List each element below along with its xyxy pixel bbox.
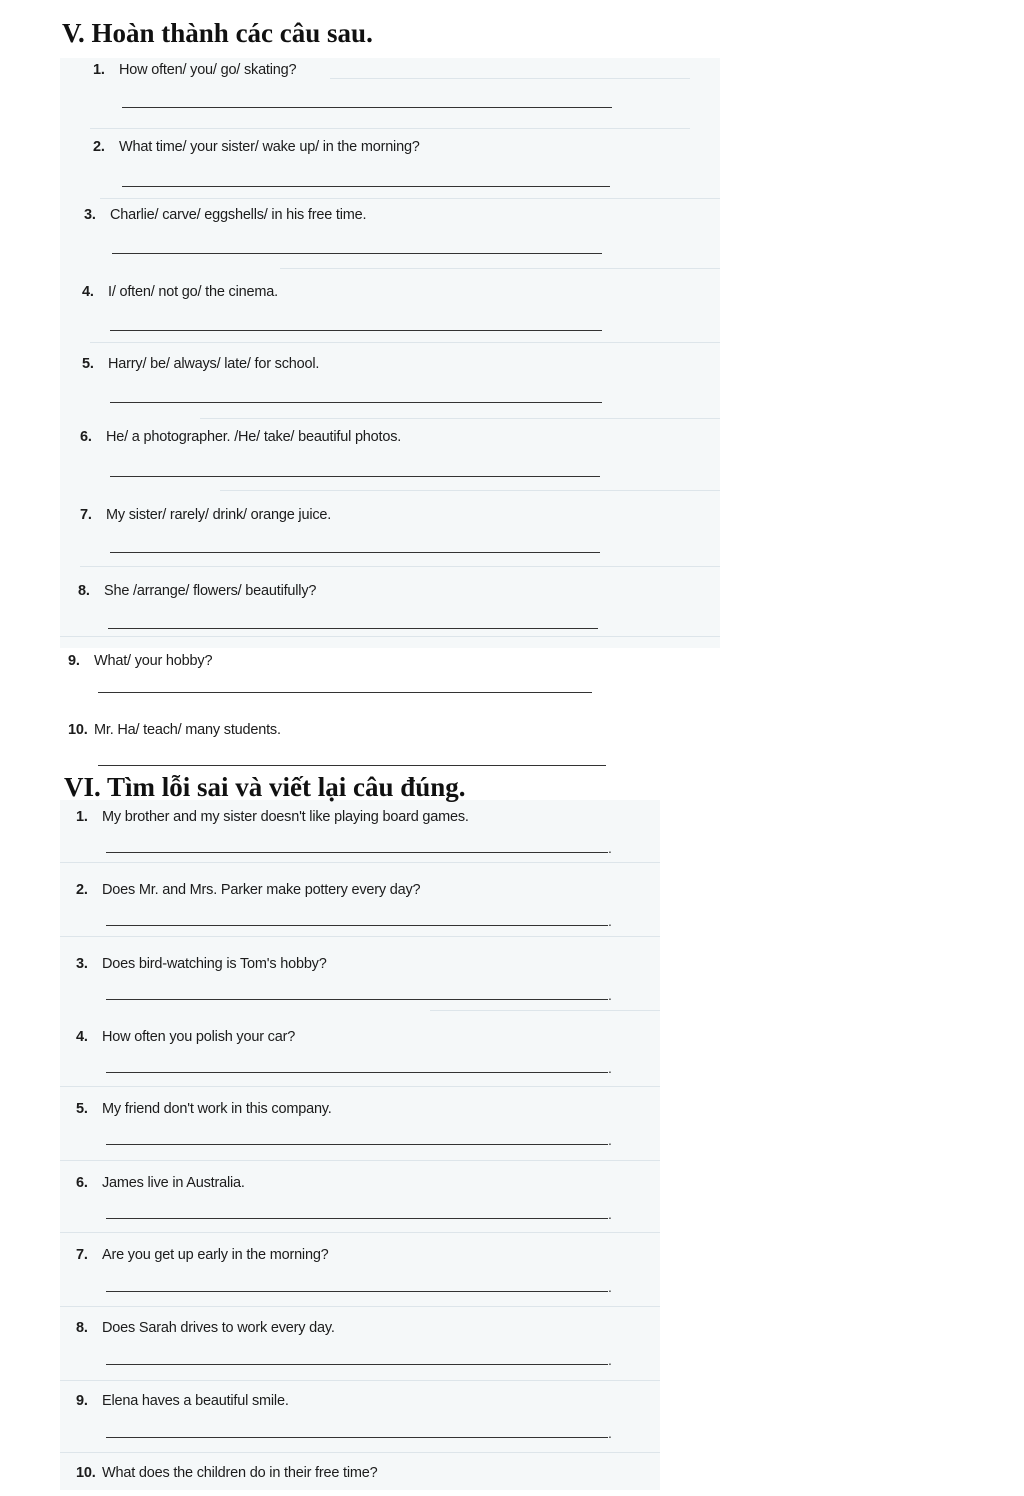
answer-end-mark: .	[608, 987, 612, 1003]
section-vi-item-9	[76, 1393, 289, 1409]
scan-ghost-line	[90, 128, 690, 129]
answer-end-mark: .	[608, 1206, 612, 1222]
section-v-item-2	[93, 139, 420, 155]
item-text: Does Mr. and Mrs. Parker make pottery every day?	[102, 882, 421, 898]
item-number: 3.	[76, 956, 88, 972]
section-v-item-9	[68, 653, 212, 669]
answer-line[interactable]	[122, 107, 612, 108]
answer-line[interactable]	[106, 1072, 608, 1073]
answer-end-mark: .	[608, 913, 612, 929]
item-number: 10.	[76, 1465, 96, 1481]
scan-ghost-line	[60, 636, 720, 637]
section-vi-item-2	[76, 882, 420, 898]
item-number: 4.	[82, 284, 94, 300]
scan-ghost-line	[60, 1306, 660, 1307]
item-text: How often/ you/ go/ skating?	[119, 62, 297, 78]
answer-line[interactable]	[122, 186, 610, 187]
item-number: 7.	[80, 507, 92, 523]
answer-end-mark: .	[608, 1352, 612, 1368]
item-text: She /arrange/ flowers/ beautifully?	[104, 583, 317, 599]
section-vi-item-10	[76, 1465, 378, 1481]
scan-ghost-line	[60, 936, 660, 937]
section-v-item-10	[68, 722, 281, 738]
item-number: 10.	[68, 722, 88, 738]
item-number: 7.	[76, 1247, 88, 1263]
scan-ghost-line	[60, 1160, 660, 1161]
item-number: 9.	[76, 1393, 88, 1409]
section-v-item-3	[84, 207, 366, 223]
item-text: Charlie/ carve/ eggshells/ in his free time.	[110, 207, 367, 223]
item-number: 5.	[76, 1101, 88, 1117]
section-vi-item-3	[76, 956, 327, 972]
section-v-item-7	[80, 507, 331, 523]
item-text: Are you get up early in the morning?	[102, 1247, 329, 1263]
answer-line[interactable]	[98, 765, 606, 766]
item-text: My friend don't work in this company.	[102, 1101, 332, 1117]
answer-line[interactable]	[98, 692, 592, 693]
item-number: 4.	[76, 1029, 88, 1045]
item-number: 8.	[76, 1320, 88, 1336]
answer-line[interactable]	[106, 1218, 608, 1219]
section-vi-item-6	[76, 1175, 245, 1191]
answer-end-mark: .	[608, 1425, 612, 1441]
section-vi-title: VI. Tìm lỗi sai và viết lại câu đúng.	[64, 772, 466, 802]
scan-background-bottom	[60, 800, 660, 1490]
section-vi-item-8	[76, 1320, 335, 1336]
section-v-item-5	[82, 356, 319, 372]
section-v-item-6	[80, 429, 401, 445]
item-number: 8.	[78, 583, 90, 599]
section-vi-item-7	[76, 1247, 329, 1263]
scan-ghost-line	[280, 268, 720, 269]
answer-end-mark: .	[608, 1060, 612, 1076]
answer-line[interactable]	[106, 1437, 608, 1438]
answer-line[interactable]	[110, 476, 600, 477]
scan-ghost-line	[60, 1452, 660, 1453]
item-number: 3.	[84, 207, 96, 223]
section-v-item-8	[78, 583, 316, 599]
answer-line[interactable]	[110, 402, 602, 403]
section-v-item-4	[82, 284, 278, 300]
scan-ghost-line	[430, 1010, 660, 1011]
item-text: I/ often/ not go/ the cinema.	[108, 284, 278, 300]
item-number: 9.	[68, 653, 80, 669]
answer-line[interactable]	[106, 1291, 608, 1292]
scan-ghost-line	[60, 1232, 660, 1233]
item-text: My sister/ rarely/ drink/ orange juice.	[106, 507, 332, 523]
item-text: What time/ your sister/ wake up/ in the morning?	[119, 139, 420, 155]
item-text: What does the children do in their free time?	[102, 1465, 378, 1481]
section-v-title: V. Hoàn thành các câu sau.	[62, 18, 373, 48]
answer-line[interactable]	[106, 999, 608, 1000]
scan-ghost-line	[100, 198, 720, 199]
item-number: 2.	[76, 882, 88, 898]
scan-ghost-line	[60, 862, 660, 863]
item-text: Mr. Ha/ teach/ many students.	[94, 722, 281, 738]
answer-line[interactable]	[110, 330, 602, 331]
item-text: Does bird-watching is Tom's hobby?	[102, 956, 327, 972]
answer-line[interactable]	[110, 552, 600, 553]
answer-line[interactable]	[106, 1144, 608, 1145]
section-vi-item-5	[76, 1101, 332, 1117]
scan-ghost-line	[330, 78, 690, 79]
section-vi-item-4	[76, 1029, 295, 1045]
item-number: 1.	[76, 809, 88, 825]
scan-ghost-line	[80, 566, 720, 567]
item-number: 6.	[76, 1175, 88, 1191]
item-text: What/ your hobby?	[94, 653, 213, 669]
answer-line[interactable]	[112, 253, 602, 254]
section-vi-item-1	[76, 809, 469, 825]
item-number: 2.	[93, 139, 105, 155]
item-text: Harry/ be/ always/ late/ for school.	[108, 356, 320, 372]
scan-ghost-line	[60, 1086, 660, 1087]
item-number: 5.	[82, 356, 94, 372]
item-text: He/ a photographer. /He/ take/ beautiful photos.	[106, 429, 402, 445]
answer-line[interactable]	[106, 852, 608, 853]
scan-ghost-line	[220, 490, 720, 491]
scan-ghost-line	[200, 418, 720, 419]
answer-line[interactable]	[106, 925, 608, 926]
item-text: How often you polish your car?	[102, 1029, 296, 1045]
scan-ghost-line	[90, 342, 720, 343]
scan-ghost-line	[60, 1380, 660, 1381]
item-number: 6.	[80, 429, 92, 445]
section-v-item-1	[93, 62, 296, 78]
item-number: 1.	[93, 62, 105, 78]
item-text: James live in Australia.	[102, 1175, 245, 1191]
answer-end-mark: .	[608, 1279, 612, 1295]
answer-line[interactable]	[108, 628, 598, 629]
answer-end-mark: .	[608, 1132, 612, 1148]
answer-line[interactable]	[106, 1364, 608, 1365]
item-text: My brother and my sister doesn't like playing board games.	[102, 809, 469, 825]
answer-end-mark: .	[608, 840, 612, 856]
item-text: Does Sarah drives to work every day.	[102, 1320, 335, 1336]
item-text: Elena haves a beautiful smile.	[102, 1393, 289, 1409]
